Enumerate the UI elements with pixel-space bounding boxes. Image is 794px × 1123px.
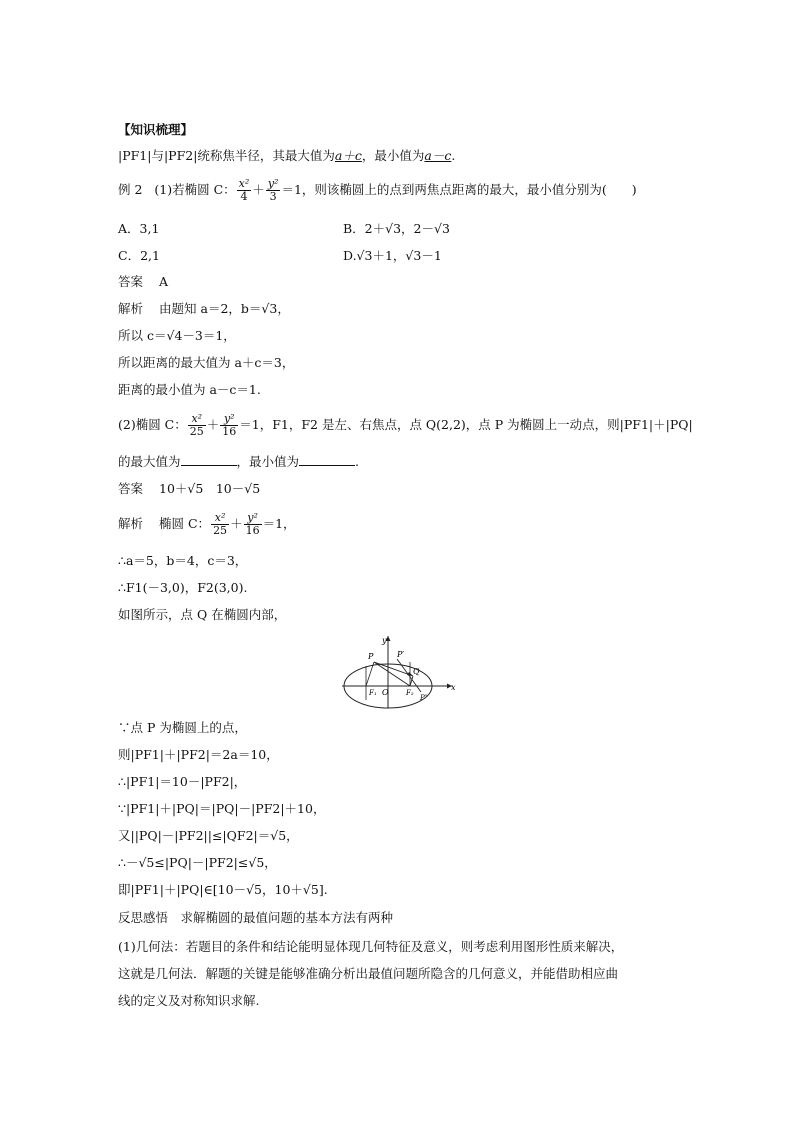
knowledge-text: |PF1|与|PF2|统称焦半径，其最大值为	[118, 148, 335, 163]
section-heading: 【知识梳理】	[118, 122, 194, 137]
analysis-2-line-2: ∴a＝5，b＝4，c＝3，	[118, 553, 248, 568]
question-1-suffix: ＝1，则该椭圆上的点到两焦点距离的最大，最小值分别为( )	[281, 182, 637, 197]
example-2-question-1: 例 2 (1)若椭圆 C： $\frac{\text{x²}}{4}$ ＋ $\frac{\text{y²}}{3}$ ＝1，则该椭圆上的点到两焦点距离的最大，最小值分别为( )	[118, 177, 637, 203]
knowledge-min: a－c	[424, 148, 452, 163]
option-b: B．2＋√3，2－√3	[343, 221, 450, 236]
analysis-1-line-2: 所以 c＝√4－3＝1，	[118, 328, 236, 343]
knowledge-max: a＋c	[334, 148, 362, 163]
analysis-2-line-5: ∵点 P 为椭圆上的点，	[118, 720, 247, 735]
knowledge-end: .	[451, 148, 456, 163]
reflection-paragraph-line-3: 线的定义及对称知识求解.	[118, 993, 260, 1008]
point-q-label: Q	[413, 667, 420, 676]
reflection-title: 反思感悟 求解椭圆的最值问题的基本方法有两种	[118, 910, 394, 925]
origin-label: O	[382, 688, 389, 697]
focus-f2-label: F₂	[406, 689, 414, 697]
fraction-y2-16: $\frac{\text{y²}}{16}$	[222, 412, 237, 438]
x-axis-label: x	[451, 683, 456, 692]
option-c: C．2,1	[118, 248, 160, 263]
example-2-question-2: (2)椭圆 C： $\frac{\text{x²}}{25}$ ＋ $\frac{\text{y²}}{16}$ ＝1，F1，F2 是左、右焦点，点 Q(2,2)，点 P 为椭圆上一动点，则|PF1|＋|PQ|	[118, 412, 693, 438]
analysis-2-line-4: 如图所示，点 Q 在椭圆内部，	[118, 607, 287, 622]
analysis-1-line-1: 解析 由题知 a＝2，b＝√3，	[118, 301, 290, 316]
analysis-2-line-9: 又||PQ|－|PF2||≤|QF2|＝√5，	[118, 828, 299, 843]
focus-f1-label: F₁	[369, 689, 377, 697]
ellipse-figure	[340, 632, 460, 710]
knowledge-line	[118, 148, 455, 164]
fraction-x2-25: $\frac{\text{x²}}{25}$	[189, 412, 204, 438]
analysis-2-line-11: 即|PF1|＋|PQ|∈[10－√5，10＋√5].	[118, 882, 328, 897]
example-label: 例 2	[118, 182, 143, 197]
point-p-label: P	[368, 652, 374, 661]
answer-blank-min	[299, 453, 355, 466]
fraction-y2-3: $\frac{\text{y²}}{3}$	[267, 177, 279, 203]
answer-2: 答案 10＋√5 10－√5	[118, 481, 261, 496]
question-1-prefix: (1)若椭圆 C：	[154, 182, 236, 197]
reflection-paragraph-line-2: 这就是几何法．解题的关键是能够准确分析出最值问题所隐含的几何意义，并能借助相应曲	[118, 966, 619, 981]
analysis-2-line-7: ∴|PF1|＝10－|PF2|，	[118, 774, 247, 789]
option-d: D.√3＋1，√3－1	[343, 248, 442, 263]
analysis-2-line-3: ∴F1(－3,0)，F2(3,0).	[118, 580, 248, 595]
reflection-paragraph-line-1: (1)几何法：若题目的条件和结论能明显体现几何特征及意义，则考虑利用图形性质来解决，	[118, 939, 624, 954]
answer-label: 答案	[118, 274, 144, 289]
analysis-2-line-10: ∴－√5≤|PQ|－|PF2|≤√5，	[118, 855, 277, 870]
analysis-label: 解析	[118, 301, 144, 316]
answer-value: 10＋√5 10－√5	[159, 481, 261, 496]
y-axis-label: y	[382, 636, 387, 645]
analysis-1-line-3: 所以距离的最大值为 a＋c＝3，	[118, 355, 295, 370]
analysis-1-line-4: 距离的最小值为 a－c＝1.	[118, 382, 261, 397]
question-2-line-2: 的最大值为 ，最小值为 .	[118, 454, 360, 469]
fraction-x2-25: $\frac{\text{x²}}{25}$	[213, 511, 228, 537]
option-a: A．3,1	[118, 221, 160, 236]
knowledge-mid: ，最小值为	[361, 148, 425, 163]
answer-blank-max	[181, 453, 237, 466]
analysis-2-line-1: 解析 椭圆 C： $\frac{\text{x²}}{25}$ ＋ $\frac{\text{y²}}{16}$ ＝1，	[118, 511, 296, 537]
point-p-double-prime-label: P″	[420, 694, 428, 702]
fraction-y2-16: $\frac{\text{y²}}{16}$	[245, 511, 260, 537]
analysis-2-line-8: ∵|PF1|＋|PQ|＝|PQ|－|PF2|＋10，	[118, 801, 326, 816]
point-p-prime-label: P′	[397, 650, 405, 659]
answer-value: A	[159, 274, 169, 289]
answer-1	[118, 274, 168, 290]
analysis-2-line-6: 则|PF1|＋|PF2|＝2a＝10，	[118, 747, 279, 762]
fraction-x2-4: $\frac{\text{x²}}{4}$	[238, 177, 250, 203]
